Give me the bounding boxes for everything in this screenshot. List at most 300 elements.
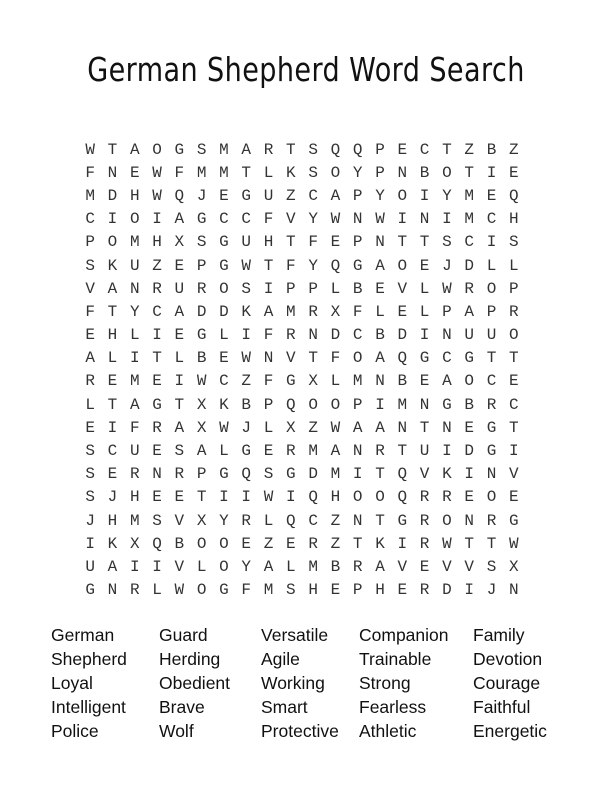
grid-letter[interactable]: O [129, 210, 140, 229]
grid-letter[interactable]: S [308, 163, 318, 182]
grid-letter[interactable]: V [397, 279, 408, 298]
grid-letter[interactable]: P [308, 279, 318, 298]
grid-letter[interactable]: M [263, 581, 274, 600]
grid-letter[interactable]: I [129, 349, 140, 368]
grid-letter[interactable]: E [152, 372, 162, 391]
grid-letter[interactable]: M [464, 186, 474, 205]
grid-letter[interactable]: U [129, 256, 140, 275]
grid-letter[interactable]: W [442, 534, 452, 553]
grid-letter[interactable]: Q [330, 140, 341, 159]
grid-letter[interactable]: F [286, 256, 296, 275]
grid-letter[interactable]: I [241, 488, 252, 507]
grid-letter[interactable]: S [196, 233, 207, 252]
grid-letter[interactable]: E [85, 326, 95, 345]
grid-letter[interactable]: E [508, 488, 519, 507]
grid-letter[interactable]: F [85, 302, 95, 321]
grid-letter[interactable]: I [241, 326, 252, 345]
grid-letter[interactable]: S [263, 465, 274, 484]
grid-letter[interactable]: A [375, 418, 385, 437]
grid-letter[interactable]: V [397, 557, 408, 576]
grid-letter[interactable]: R [508, 302, 519, 321]
grid-letter[interactable]: N [419, 210, 430, 229]
grid-letter[interactable]: P [286, 279, 296, 298]
grid-letter[interactable]: F [330, 349, 341, 368]
grid-letter[interactable]: Z [508, 140, 519, 159]
grid-letter[interactable]: G [174, 140, 185, 159]
grid-letter[interactable]: A [241, 140, 252, 159]
grid-letter[interactable]: M [308, 442, 318, 461]
grid-letter[interactable]: A [442, 372, 452, 391]
grid-letter[interactable]: V [286, 210, 296, 229]
grid-letter[interactable]: P [508, 279, 519, 298]
grid-letter[interactable]: E [107, 372, 118, 391]
grid-letter[interactable]: L [174, 349, 185, 368]
grid-letter[interactable]: R [174, 465, 185, 484]
grid-letter[interactable]: W [174, 581, 185, 600]
grid-letter[interactable]: S [442, 233, 452, 252]
grid-letter[interactable]: S [85, 442, 95, 461]
grid-letter[interactable]: P [263, 395, 274, 414]
grid-letter[interactable]: I [174, 372, 185, 391]
grid-letter[interactable]: L [263, 418, 274, 437]
grid-letter[interactable]: T [263, 256, 274, 275]
grid-letter[interactable]: I [442, 442, 452, 461]
grid-letter[interactable]: O [375, 488, 385, 507]
grid-letter[interactable]: T [419, 233, 430, 252]
grid-letter[interactable]: A [174, 302, 185, 321]
grid-letter[interactable]: T [375, 511, 385, 530]
grid-letter[interactable]: N [375, 372, 385, 391]
grid-letter[interactable]: F [85, 163, 95, 182]
grid-letter[interactable]: O [397, 256, 408, 275]
grid-letter[interactable]: P [196, 465, 207, 484]
grid-letter[interactable]: U [486, 326, 497, 345]
grid-letter[interactable]: W [263, 488, 274, 507]
grid-letter[interactable]: Y [308, 256, 318, 275]
grid-letter[interactable]: E [286, 534, 296, 553]
grid-letter[interactable]: O [308, 395, 318, 414]
grid-letter[interactable]: E [174, 326, 185, 345]
grid-letter[interactable]: T [174, 395, 185, 414]
grid-letter[interactable]: P [352, 233, 363, 252]
grid-letter[interactable]: E [152, 488, 162, 507]
grid-letter[interactable]: R [464, 279, 474, 298]
grid-letter[interactable]: F [352, 302, 363, 321]
grid-letter[interactable]: Q [352, 140, 363, 159]
grid-letter[interactable]: I [486, 163, 497, 182]
grid-letter[interactable]: T [352, 534, 363, 553]
grid-letter[interactable]: Y [129, 302, 140, 321]
grid-letter[interactable]: R [419, 488, 430, 507]
grid-letter[interactable]: I [486, 233, 497, 252]
grid-letter[interactable]: P [196, 256, 207, 275]
grid-letter[interactable]: E [397, 140, 408, 159]
grid-letter[interactable]: R [419, 581, 430, 600]
grid-letter[interactable]: M [330, 465, 341, 484]
grid-letter[interactable]: Q [330, 256, 341, 275]
grid-letter[interactable]: A [330, 442, 341, 461]
grid-letter[interactable]: B [486, 140, 497, 159]
grid-letter[interactable]: N [352, 511, 363, 530]
grid-letter[interactable]: B [375, 326, 385, 345]
grid-letter[interactable]: J [486, 581, 497, 600]
grid-letter[interactable]: L [107, 349, 118, 368]
grid-letter[interactable]: X [330, 302, 341, 321]
grid-letter[interactable]: A [375, 349, 385, 368]
grid-letter[interactable]: I [508, 442, 519, 461]
grid-letter[interactable]: J [241, 418, 252, 437]
grid-letter[interactable]: S [486, 557, 497, 576]
grid-letter[interactable]: A [174, 210, 185, 229]
grid-letter[interactable]: D [397, 326, 408, 345]
grid-letter[interactable]: V [174, 511, 185, 530]
grid-letter[interactable]: B [196, 349, 207, 368]
grid-letter[interactable]: S [85, 465, 95, 484]
grid-letter[interactable]: O [442, 163, 452, 182]
grid-letter[interactable]: T [486, 534, 497, 553]
grid-letter[interactable]: G [219, 581, 229, 600]
grid-letter[interactable]: R [308, 534, 318, 553]
grid-letter[interactable]: I [152, 557, 162, 576]
grid-letter[interactable]: T [508, 349, 519, 368]
grid-letter[interactable]: H [375, 581, 385, 600]
grid-letter[interactable]: R [442, 488, 452, 507]
grid-letter[interactable]: H [107, 511, 118, 530]
grid-letter[interactable]: R [85, 372, 95, 391]
grid-letter[interactable]: Z [464, 140, 474, 159]
grid-letter[interactable]: R [352, 557, 363, 576]
grid-letter[interactable]: G [241, 442, 252, 461]
grid-letter[interactable]: W [330, 418, 341, 437]
grid-letter[interactable]: R [129, 465, 140, 484]
grid-letter[interactable]: I [152, 210, 162, 229]
grid-letter[interactable]: O [442, 511, 452, 530]
grid-letter[interactable]: G [442, 395, 452, 414]
grid-letter[interactable]: P [486, 302, 497, 321]
grid-letter[interactable]: T [107, 302, 118, 321]
grid-letter[interactable]: A [375, 557, 385, 576]
grid-letter[interactable]: W [375, 210, 385, 229]
grid-letter[interactable]: E [486, 186, 497, 205]
grid-letter[interactable]: I [352, 465, 363, 484]
grid-letter[interactable]: L [219, 326, 229, 345]
grid-letter[interactable]: Q [397, 465, 408, 484]
grid-letter[interactable]: O [196, 581, 207, 600]
grid-letter[interactable]: E [174, 256, 185, 275]
grid-letter[interactable]: E [464, 488, 474, 507]
grid-letter[interactable]: Z [308, 418, 318, 437]
grid-letter[interactable]: W [241, 256, 252, 275]
grid-letter[interactable]: J [85, 511, 95, 530]
grid-letter[interactable]: E [419, 372, 430, 391]
grid-letter[interactable]: R [419, 511, 430, 530]
grid-letter[interactable]: N [352, 442, 363, 461]
grid-letter[interactable]: O [219, 279, 229, 298]
grid-letter[interactable]: U [419, 442, 430, 461]
grid-letter[interactable]: H [330, 488, 341, 507]
grid-letter[interactable]: C [508, 395, 519, 414]
grid-letter[interactable]: T [107, 140, 118, 159]
grid-letter[interactable]: M [129, 511, 140, 530]
grid-letter[interactable]: C [352, 326, 363, 345]
grid-letter[interactable]: R [129, 581, 140, 600]
grid-letter[interactable]: Q [308, 488, 318, 507]
grid-letter[interactable]: F [263, 326, 274, 345]
grid-letter[interactable]: Z [152, 256, 162, 275]
grid-letter[interactable]: E [241, 534, 252, 553]
grid-letter[interactable]: T [286, 140, 296, 159]
grid-letter[interactable]: Q [241, 465, 252, 484]
grid-letter[interactable]: A [129, 395, 140, 414]
grid-letter[interactable]: A [464, 302, 474, 321]
grid-letter[interactable]: S [174, 442, 185, 461]
grid-letter[interactable]: X [196, 395, 207, 414]
grid-letter[interactable]: K [107, 534, 118, 553]
grid-letter[interactable]: D [330, 326, 341, 345]
grid-letter[interactable]: I [85, 534, 95, 553]
grid-letter[interactable]: J [196, 186, 207, 205]
grid-letter[interactable]: R [241, 511, 252, 530]
grid-letter[interactable]: T [397, 233, 408, 252]
grid-letter[interactable]: G [85, 581, 95, 600]
grid-letter[interactable]: N [508, 581, 519, 600]
grid-letter[interactable]: D [219, 302, 229, 321]
grid-letter[interactable]: X [196, 511, 207, 530]
grid-letter[interactable]: C [219, 210, 229, 229]
grid-letter[interactable]: V [419, 465, 430, 484]
grid-letter[interactable]: D [464, 256, 474, 275]
grid-letter[interactable]: D [196, 302, 207, 321]
grid-letter[interactable]: N [263, 349, 274, 368]
grid-letter[interactable]: R [263, 140, 274, 159]
grid-letter[interactable]: O [152, 140, 162, 159]
grid-letter[interactable]: N [107, 581, 118, 600]
grid-letter[interactable]: N [308, 326, 318, 345]
grid-letter[interactable]: K [375, 534, 385, 553]
grid-letter[interactable]: L [219, 442, 229, 461]
grid-letter[interactable]: T [152, 349, 162, 368]
grid-letter[interactable]: O [486, 488, 497, 507]
grid-letter[interactable]: O [219, 557, 229, 576]
grid-letter[interactable]: I [464, 465, 474, 484]
grid-letter[interactable]: I [263, 279, 274, 298]
grid-letter[interactable]: E [464, 418, 474, 437]
grid-letter[interactable]: A [85, 349, 95, 368]
grid-letter[interactable]: X [286, 418, 296, 437]
grid-letter[interactable]: Z [241, 372, 252, 391]
grid-letter[interactable]: L [85, 395, 95, 414]
grid-letter[interactable]: T [508, 418, 519, 437]
grid-letter[interactable]: B [174, 534, 185, 553]
grid-letter[interactable]: I [442, 210, 452, 229]
grid-letter[interactable]: Q [152, 534, 162, 553]
grid-letter[interactable]: I [464, 581, 474, 600]
grid-letter[interactable]: F [241, 581, 252, 600]
grid-letter[interactable]: E [375, 279, 385, 298]
grid-letter[interactable]: F [129, 418, 140, 437]
grid-letter[interactable]: E [263, 442, 274, 461]
grid-letter[interactable]: A [107, 557, 118, 576]
grid-letter[interactable]: C [486, 372, 497, 391]
grid-letter[interactable]: S [308, 140, 318, 159]
grid-letter[interactable]: I [107, 210, 118, 229]
grid-letter[interactable]: O [464, 372, 474, 391]
grid-letter[interactable]: B [419, 163, 430, 182]
grid-letter[interactable]: W [241, 349, 252, 368]
grid-letter[interactable]: V [464, 557, 474, 576]
grid-letter[interactable]: K [241, 302, 252, 321]
grid-letter[interactable]: T [375, 465, 385, 484]
grid-letter[interactable]: G [397, 511, 408, 530]
grid-letter[interactable]: L [486, 256, 497, 275]
grid-letter[interactable]: T [464, 534, 474, 553]
grid-letter[interactable]: S [196, 140, 207, 159]
grid-letter[interactable]: R [152, 279, 162, 298]
grid-letter[interactable]: A [330, 186, 341, 205]
grid-letter[interactable]: Q [397, 349, 408, 368]
grid-letter[interactable]: I [129, 557, 140, 576]
grid-letter[interactable]: H [263, 233, 274, 252]
grid-letter[interactable]: Z [263, 534, 274, 553]
grid-letter[interactable]: U [241, 233, 252, 252]
grid-letter[interactable]: G [419, 349, 430, 368]
grid-letter[interactable]: G [352, 256, 363, 275]
grid-letter[interactable]: Y [241, 557, 252, 576]
grid-letter[interactable]: S [286, 581, 296, 600]
grid-letter[interactable]: V [442, 557, 452, 576]
grid-letter[interactable]: C [308, 186, 318, 205]
grid-letter[interactable]: E [107, 465, 118, 484]
grid-letter[interactable]: W [152, 163, 162, 182]
grid-letter[interactable]: W [330, 210, 341, 229]
grid-letter[interactable]: Z [330, 511, 341, 530]
grid-letter[interactable]: A [352, 418, 363, 437]
grid-letter[interactable]: L [508, 256, 519, 275]
grid-letter[interactable]: S [508, 233, 519, 252]
grid-letter[interactable]: X [174, 233, 185, 252]
grid-letter[interactable]: E [152, 442, 162, 461]
grid-letter[interactable]: D [308, 465, 318, 484]
grid-letter[interactable]: R [196, 279, 207, 298]
grid-letter[interactable]: T [486, 349, 497, 368]
grid-letter[interactable]: C [442, 349, 452, 368]
grid-letter[interactable]: Y [442, 186, 452, 205]
grid-letter[interactable]: I [419, 186, 430, 205]
grid-letter[interactable]: O [486, 279, 497, 298]
grid-letter[interactable]: E [419, 557, 430, 576]
grid-letter[interactable]: H [129, 186, 140, 205]
grid-letter[interactable]: A [263, 557, 274, 576]
grid-letter[interactable]: T [107, 395, 118, 414]
grid-letter[interactable]: A [375, 256, 385, 275]
grid-letter[interactable]: S [85, 488, 95, 507]
grid-letter[interactable]: O [330, 395, 341, 414]
grid-letter[interactable]: I [219, 488, 229, 507]
grid-letter[interactable]: T [442, 140, 452, 159]
grid-letter[interactable]: G [219, 256, 229, 275]
grid-letter[interactable]: L [196, 557, 207, 576]
grid-letter[interactable]: N [152, 465, 162, 484]
grid-letter[interactable]: F [174, 163, 185, 182]
grid-letter[interactable]: A [174, 418, 185, 437]
grid-letter[interactable]: R [486, 511, 497, 530]
grid-letter[interactable]: H [308, 581, 318, 600]
grid-letter[interactable]: R [308, 302, 318, 321]
grid-letter[interactable]: F [263, 210, 274, 229]
grid-letter[interactable]: O [397, 186, 408, 205]
grid-letter[interactable]: E [330, 233, 341, 252]
grid-letter[interactable]: A [263, 302, 274, 321]
grid-letter[interactable]: I [419, 326, 430, 345]
grid-letter[interactable]: P [352, 395, 363, 414]
grid-letter[interactable]: S [152, 511, 162, 530]
grid-letter[interactable]: V [174, 557, 185, 576]
grid-letter[interactable]: M [219, 163, 229, 182]
grid-letter[interactable]: U [129, 442, 140, 461]
grid-letter[interactable]: T [308, 349, 318, 368]
grid-letter[interactable]: F [263, 372, 274, 391]
grid-letter[interactable]: T [419, 418, 430, 437]
grid-letter[interactable]: A [196, 442, 207, 461]
grid-letter[interactable]: G [152, 395, 162, 414]
grid-letter[interactable]: C [419, 140, 430, 159]
grid-letter[interactable]: K [219, 395, 229, 414]
grid-letter[interactable]: C [152, 302, 162, 321]
grid-letter[interactable]: R [419, 534, 430, 553]
grid-letter[interactable]: M [129, 233, 140, 252]
grid-letter[interactable]: P [352, 581, 363, 600]
grid-letter[interactable]: T [241, 163, 252, 182]
grid-letter[interactable]: R [286, 442, 296, 461]
grid-letter[interactable]: O [107, 233, 118, 252]
grid-letter[interactable]: W [85, 140, 95, 159]
grid-letter[interactable]: I [152, 326, 162, 345]
grid-letter[interactable]: K [286, 163, 296, 182]
grid-letter[interactable]: O [196, 534, 207, 553]
grid-letter[interactable]: R [486, 395, 497, 414]
grid-letter[interactable]: R [375, 442, 385, 461]
grid-letter[interactable]: H [129, 488, 140, 507]
grid-letter[interactable]: A [107, 279, 118, 298]
grid-letter[interactable]: J [107, 488, 118, 507]
grid-letter[interactable]: M [397, 395, 408, 414]
grid-letter[interactable]: L [263, 511, 274, 530]
grid-letter[interactable]: W [508, 534, 519, 553]
grid-letter[interactable]: M [219, 140, 229, 159]
grid-letter[interactable]: N [486, 465, 497, 484]
grid-letter[interactable]: L [419, 279, 430, 298]
grid-letter[interactable]: R [152, 418, 162, 437]
grid-letter[interactable]: N [397, 163, 408, 182]
grid-letter[interactable]: C [219, 372, 229, 391]
grid-letter[interactable]: E [85, 418, 95, 437]
grid-letter[interactable]: G [219, 233, 229, 252]
grid-letter[interactable]: W [196, 372, 207, 391]
grid-letter[interactable]: L [129, 326, 140, 345]
grid-letter[interactable]: E [219, 186, 229, 205]
grid-letter[interactable]: N [107, 163, 118, 182]
grid-letter[interactable]: G [464, 349, 474, 368]
grid-letter[interactable]: X [129, 534, 140, 553]
grid-letter[interactable]: L [330, 279, 341, 298]
grid-letter[interactable]: O [219, 534, 229, 553]
grid-letter[interactable]: T [397, 442, 408, 461]
grid-letter[interactable]: M [352, 372, 363, 391]
grid-letter[interactable]: T [196, 488, 207, 507]
letter-grid[interactable] [79, 138, 525, 602]
grid-letter[interactable]: Y [308, 210, 318, 229]
grid-letter[interactable]: W [442, 279, 452, 298]
